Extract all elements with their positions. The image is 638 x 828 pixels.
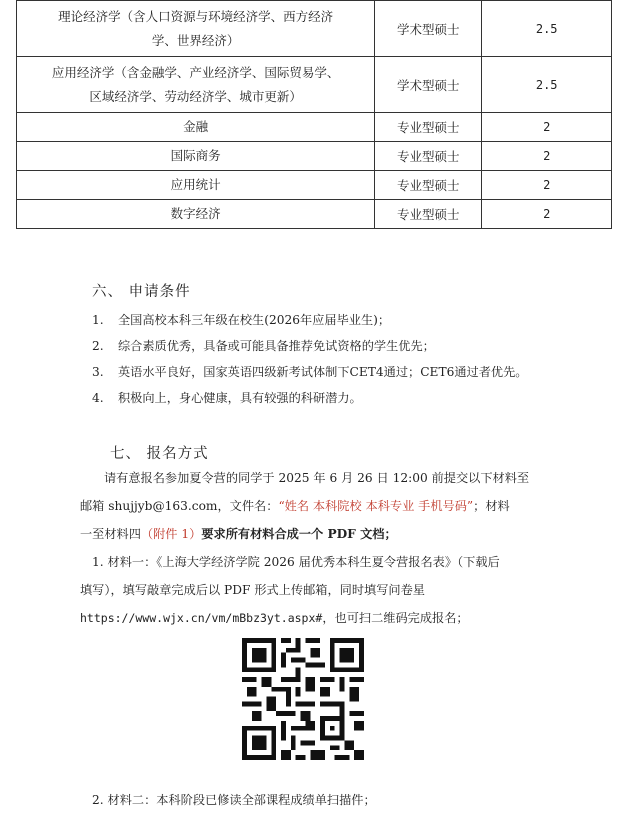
- text-span: 邮箱 shujjyb@163.com，文件名：: [80, 499, 279, 513]
- paragraph-submission: [80, 464, 550, 632]
- text-line: 请有意报名参加夏令营的同学于 2025 年 6 月 26 日 12:00 前提交以下材料至: [104, 471, 530, 485]
- section-heading-application: 七、 报名方式: [110, 446, 209, 462]
- table-row: [17, 1, 612, 57]
- major-cell: [17, 57, 375, 113]
- paragraph-transcript: [80, 786, 550, 814]
- table-row: [17, 142, 612, 171]
- major-cell: [17, 1, 375, 57]
- list-text: 英语水平良好，国家英语四级新考试体制下CET4通过；CET6通过者优先。: [118, 365, 528, 379]
- attachment-ref: （附件 1）: [140, 527, 202, 541]
- quota-cell: 2: [482, 113, 612, 142]
- pdf-requirement: 要求所有材料合成一个 PDF 文档；: [201, 527, 397, 541]
- degree-type-cell: 专业型硕士: [375, 200, 482, 229]
- degree-type-cell: 学术型硕士: [375, 57, 482, 113]
- filename-format: “姓名 本科院校 本科专业 手机号码”: [278, 499, 474, 513]
- table-row: [17, 200, 612, 229]
- text-line: 2. 材料二：本科阶段已修读全部课程成绩单扫描件；: [92, 793, 376, 807]
- text-line: [80, 492, 550, 520]
- text-span: 一至材料四: [80, 527, 141, 541]
- degree-type-cell: 学术型硕士: [375, 1, 482, 57]
- list-item: [92, 389, 362, 406]
- text-line: 1. 材料一：《上海大学经济学院 2026 届优秀本科生夏令营报名表》（下载后: [92, 555, 500, 569]
- major-name-line: 理论经济学（含人口资源与环境经济学、西方经济: [58, 8, 334, 24]
- text-line: [80, 520, 550, 548]
- major-cell: 应用统计: [17, 171, 375, 200]
- list-item: [92, 337, 435, 354]
- qr-code-icon: [242, 638, 364, 760]
- list-item: [92, 311, 390, 328]
- major-cell: 金融: [17, 113, 375, 142]
- section-heading-requirements: 六、 申请条件: [92, 284, 191, 300]
- degree-type-cell: 专业型硕士: [375, 171, 482, 200]
- list-text: 积极向上，身心健康，具有较强的科研潜力。: [118, 391, 362, 405]
- text-span: ，也可扫二维码完成报名；: [322, 611, 469, 625]
- list-number: 1.: [92, 313, 104, 327]
- text-span: ；材料: [473, 499, 510, 513]
- survey-link[interactable]: https://www.wjx.cn/vm/mBbz3yt.aspx#: [80, 611, 323, 625]
- quota-cell: 2.5: [482, 1, 612, 57]
- degree-type-cell: 专业型硕士: [375, 142, 482, 171]
- quota-cell: 2.5: [482, 57, 612, 113]
- programs-table: [16, 0, 612, 229]
- list-text: 全国高校本科三年级在校生(2026年应届毕业生)；: [118, 313, 391, 327]
- major-name-line: 学、世界经济）: [151, 32, 240, 48]
- major-cell: 国际商务: [17, 142, 375, 171]
- table-row: [17, 57, 612, 113]
- major-cell: 数字经济: [17, 200, 375, 229]
- table-row: [17, 113, 612, 142]
- quota-cell: 2: [482, 200, 612, 229]
- quota-cell: 2: [482, 142, 612, 171]
- major-name-line: 应用经济学（含金融学、产业经济学、国际贸易学、: [51, 64, 340, 80]
- list-item: [92, 363, 527, 380]
- list-number: 2.: [92, 339, 104, 353]
- quota-cell: 2: [482, 171, 612, 200]
- degree-type-cell: 专业型硕士: [375, 113, 482, 142]
- text-line: 填写），填写敲章完成后以 PDF 形式上传邮箱，同时填写问卷星: [80, 583, 425, 597]
- table-row: [17, 171, 612, 200]
- list-text: 综合素质优秀，具备或可能具备推荐免试资格的学生优先；: [118, 339, 435, 353]
- list-number: 4.: [92, 391, 104, 405]
- text-line: [80, 604, 550, 632]
- list-number: 3.: [92, 365, 104, 379]
- major-name-line: 区域经济学、劳动经济学、城市更新）: [89, 88, 302, 104]
